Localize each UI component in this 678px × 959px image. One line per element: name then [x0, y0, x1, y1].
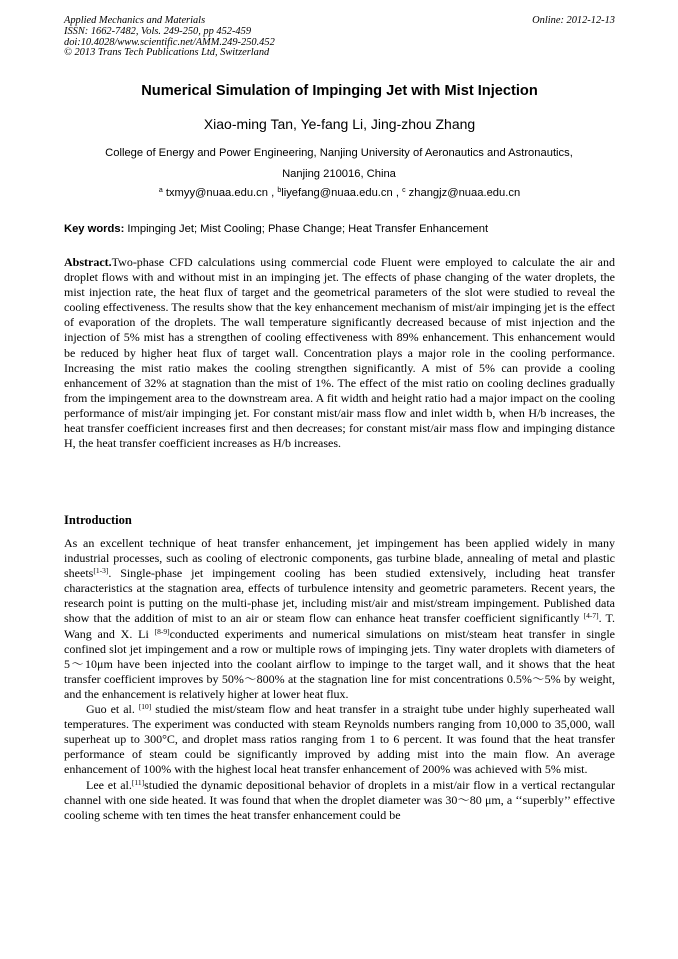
- paper-authors: Xiao-ming Tan, Ye-fang Li, Jing-zhou Zhang: [203, 116, 476, 132]
- intro-paragraph-1: [64, 536, 615, 702]
- keywords: [64, 221, 624, 237]
- intro-paragraph-3: [64, 778, 615, 823]
- intro-paragraph-2: [64, 702, 615, 777]
- email-c: zhangjz@nuaa.edu.cn: [405, 187, 521, 199]
- email-a: txmyy@nuaa.edu.cn ,: [162, 187, 278, 199]
- citation-1-3: [1-3]: [93, 566, 109, 576]
- abstract-text: Two-phase CFD calculations using commercial code Fluent were employed to calculate the air and droplet flows with and without mist in an impinging jet. The effects of phase changing of the water droplets, the mist injection rate, the heat flux of target and the geometrical parameters of the slot were studied to reveal the cooling effectiveness. The results show that the key enhancement mechanism of mist/air impinging jet is the effect of evaporation of the droplets. The wall temperature significantly decreased because of mist injection and the injection of 5% mist has a strengthen of cooling effectiveness with 89% enhancement. This enhancement would be reduced by higher heat flux of target wall. Concentration plays a major role in the cooling performance. Increasing the mist ratio makes the cooling strengthen significantly. A mist of 5% can provide a cooling enhancement of 32% at stagnation than the mist of 1%. The effect of the mist ratio on cooling declines gradually from the impingement area to the downstream area. A fit width and height ratio had a major impact on the cooling performance of mist/air impinging jet. For constant mist/air mass flow and inlet width b, when H/b increases, the heat transfer coefficient increases first and then decreases; for constant mist/air mass flow and impinging distance H, the heat transfer coefficient increases as H/b increases.: [64, 255, 615, 451]
- copyright-line: © 2013 Trans Tech Publications Ltd, Switzerland: [64, 47, 270, 59]
- email-mark-b: b: [277, 187, 282, 194]
- email-mark-a: a: [158, 187, 163, 194]
- citation-10: [10]: [138, 702, 152, 712]
- intro-p1-text-2: . Single-phase jet impingement cooling has been studied extensively, including heat transfer characteristics at the stagnation area, effects of turbulence intensity and geometric parameters. Recent years, the research point is putting on the multi-phase jet, including mist/air and mist/stream impingement. Published data show that the addition of mist to an air or steam flow can enhance heat transfer coefficient significantly: [64, 566, 615, 626]
- intro-p1-text-1: As an excellent technique of heat transfer enhancement, jet impingement has been applied widely in many industrial processes, such as cooling of electronic components, gas turbine blade, annealing of metal and plastic sheets: [64, 536, 615, 581]
- abstract-label: Abstract.: [64, 255, 112, 269]
- intro-p1-text-3: . T. Wang and X. Li: [64, 611, 615, 641]
- citation-11: [11]: [131, 777, 145, 787]
- keywords-text: Impinging Jet; Mist Cooling; Phase Change; Heat Transfer Enhancement: [124, 223, 489, 235]
- doi-line: doi:10.4028/www.scientific.net/AMM.249-250.452: [64, 36, 275, 48]
- affiliation: [40, 143, 638, 184]
- journal-header: [64, 16, 615, 59]
- introduction-body: [64, 536, 615, 823]
- intro-p3-text-1: Lee et al.: [86, 777, 132, 792]
- paper-title: Numerical Simulation of Impinging Jet with Mist Injection: [141, 83, 538, 99]
- affiliation-line-2: Nanjing 210016, China: [282, 167, 396, 180]
- online-date: Online: 2012-12-13: [532, 15, 615, 26]
- intro-p1-text-4: conducted experiments and numerical simulations on mist/steam heat transfer in single confined slot jet impingement and a row or multiple rows of impinging jets. Tiny water droplets with diameters of 5～10μm have been injected into the coolant airflow to impinge to the target wall, and it shows that the heat transfer coefficient improves by 50%～800% at the stagnation line for mist concentrations 0.5%～5% by weight, and the enhancement is relatively higher at lower heat flux.: [64, 626, 615, 701]
- email-b: liyefang@nuaa.edu.cn ,: [281, 187, 403, 199]
- abstract: [64, 255, 615, 451]
- citation-4-7: [4-7]: [583, 611, 599, 621]
- issn-line: ISSN: 1662-7482, Vols. 249-250, pp 452-459: [64, 25, 252, 37]
- introduction-heading: Introduction: [64, 513, 132, 527]
- keywords-label: Key words:: [64, 223, 125, 235]
- intro-p2-text-1: Guo et al.: [86, 702, 139, 717]
- affiliation-line-1: College of Energy and Power Engineering, Nanjing University of Aeronautics and Astronautics,: [105, 147, 573, 159]
- intro-p3-text-2: studied the dynamic depositional behavior of droplets in a mist/air flow in a vertical rectangular channel with one side heated. It was found that when the droplet diameter was 30～80 μm, a ‘‘superbly’’ effective cooling scheme with ten times the heat transfer enhancement could be: [64, 777, 615, 822]
- email-mark-c: c: [402, 187, 406, 194]
- author-emails: [64, 185, 615, 201]
- journal-name: Applied Mechanics and Materials: [64, 15, 206, 26]
- citation-8-9: [8-9]: [154, 626, 170, 636]
- intro-p2-text-2: studied the mist/steam flow and heat transfer in a straight tube under highly superheated wall temperatures. The experiment was conducted with steam Reynolds numbers ranging from 10,000 to 35,000, wall superheat up to 300°C, and droplet mass ratios ranging from 1 to 6 percent. It was found that the heat transfer performance of steam could be significantly improved by adding mist into the main flow. An average enhancement of 100% with the highest local heat transfer enhancement of 200% was achieved with 5% mist.: [64, 702, 615, 777]
